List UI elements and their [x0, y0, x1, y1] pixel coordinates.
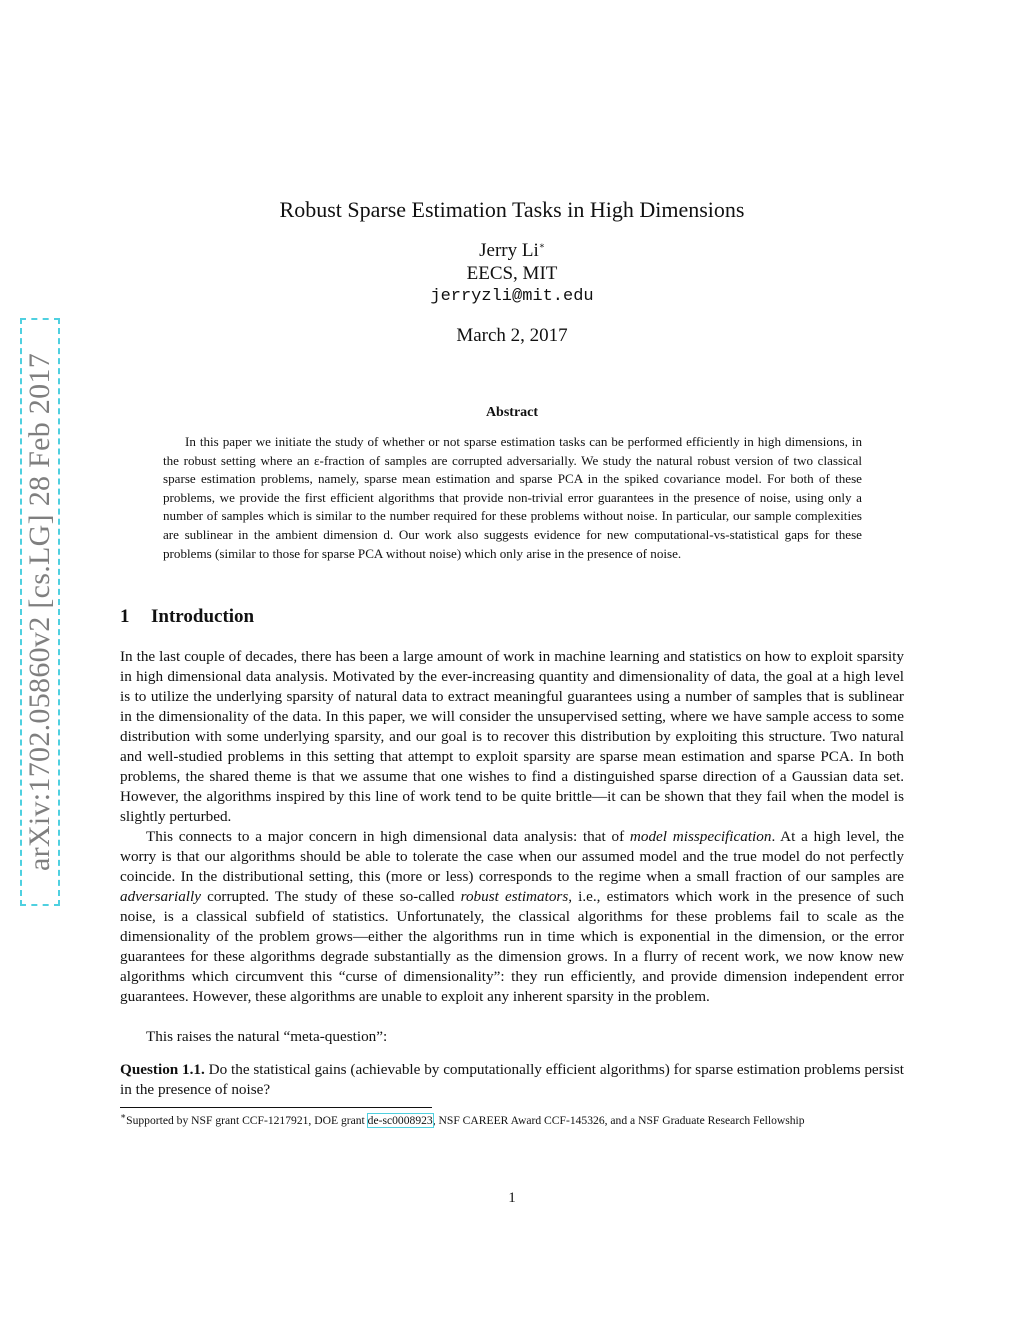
p2-text-b: . At a high level, the worry is that our algorithms should be able to tolerate the case when our assumed model and the true model do not perfectly coincide. In the distributional setting, this (more or less) corresponds to the regime when a small fraction of our samples are	[120, 828, 904, 885]
intro-paragraph-1: In the last couple of decades, there has been a large amount of work in machine learning and statistics on how to exploit sparsity in high dimensional data analysis. Motivated by the ever-increasing quantity and dimensionality of data, the goal at a high level is to utilize the underlying sparsity of natural data to extract meaningful guarantees using a number of samples that is sublinear in the dimensionality of the data. In this paper, we will consider the unsupervised setting, where we have sample access to some distribution with some underlying sparsity, and our goal is to recover this distribution by exploiting this structure. Two natural and well-studied problems in this setting that attempt to exploit sparsity are sparse mean estimation and sparse PCA. In both problems, the shared theme is that we assume that one wishes to find a distinguished sparse direction of a Gaussian data set. However, the algorithms inspired by this line of work tend to be quite brittle—it can be shown that they fail when the model is slightly perturbed.	[120, 648, 904, 825]
p2-text-a: This connects to a major concern in high dimensional data analysis: that of	[146, 828, 630, 845]
question-1-1	[120, 1060, 904, 1100]
author-email[interactable]: jerryzli@mit.edu	[430, 287, 594, 306]
question-label: Question 1.1.	[120, 1061, 205, 1078]
author-name-text: Jerry Li	[479, 240, 539, 261]
p2-emphasis-adversarially: adversarially	[120, 888, 201, 905]
footnote-text-b: , NSF CAREER Award CCF-145326, and a NSF Graduate Research Fellowship	[432, 1114, 805, 1127]
abstract-heading: Abstract	[485, 405, 539, 420]
p2-text-d: , i.e., estimators which work in the presence of such noise, is a classical subfield of statistics. Unfortunately, the classical algorithms for these problems fail to scale as the dimensionality of the problem grows—either the algorithms run in time which is exponential in the dimension, or the error guarantees for these algorithms degrade substantially as the dimension grows. In a flurry of recent work, we now know new algorithms which circumvent this “curse of dimensionality”: they run efficiently, and provide dimension independent error guarantees. However, these algorithms are unable to exploit any inherent sparsity in the problem.	[120, 888, 904, 1005]
author-footnote-mark: ∗	[538, 240, 545, 251]
abstract-text: In this paper we initiate the study of whether or not sparse estimation tasks can be performed efficiently in high dimensions, in the robust setting where an ε-fraction of samples are corrupted adversarially. We study the natural robust version of two classical sparse estimation problems, namely, sparse mean estimation and sparse PCA in the spiked covariance model. For both of these problems, we provide the first efficient algorithms that provide non-trivial error guarantees in the presence of noise, using only a number of samples which is similar to the number required for these problems without noise. In particular, our sample complexities are sublinear in the ambient dimension d. Our work also suggests evidence for new computational-vs-statistical gaps for these problems (similar to those for sparse PCA without noise) which only arise in the presence of noise.	[163, 434, 862, 561]
intro-paragraph-2	[120, 827, 904, 1007]
p2-emphasis-robust-estimators: robust estimators	[460, 888, 569, 905]
author-affiliation: EECS, MIT	[466, 263, 558, 284]
paper-date: March 2, 2017	[456, 325, 568, 346]
question-text: Do the statistical gains (achievable by computationally efficient algorithms) for sparse estimation problems persist in the presence of noise?	[120, 1061, 904, 1098]
footnote-mark: ∗	[120, 1111, 127, 1122]
section-number: 1	[120, 606, 130, 627]
section-title: Introduction	[151, 606, 255, 627]
author-name	[0, 240, 1024, 262]
page-number: 1	[508, 1190, 516, 1206]
footnote-grant-link[interactable]: de-sc0008923	[367, 1114, 433, 1127]
paper-title: Robust Sparse Estimation Tasks in High Dimensions	[279, 197, 745, 222]
footnote-divider	[120, 1107, 432, 1108]
arxiv-identifier: arXiv:1702.05860v2 [cs.LG] 28 Feb 2017	[23, 352, 56, 872]
footnote-text-a: Supported by NSF grant CCF-1217921, DOE grant	[126, 1114, 368, 1127]
intro-paragraph-3: This raises the natural “meta-question”:	[146, 1028, 388, 1045]
p2-emphasis-model-misspecification: model misspecification	[629, 828, 772, 845]
p2-text-c: corrupted. The study of these so-called	[201, 888, 461, 905]
section-heading	[120, 606, 254, 628]
footnote	[120, 1112, 904, 1129]
